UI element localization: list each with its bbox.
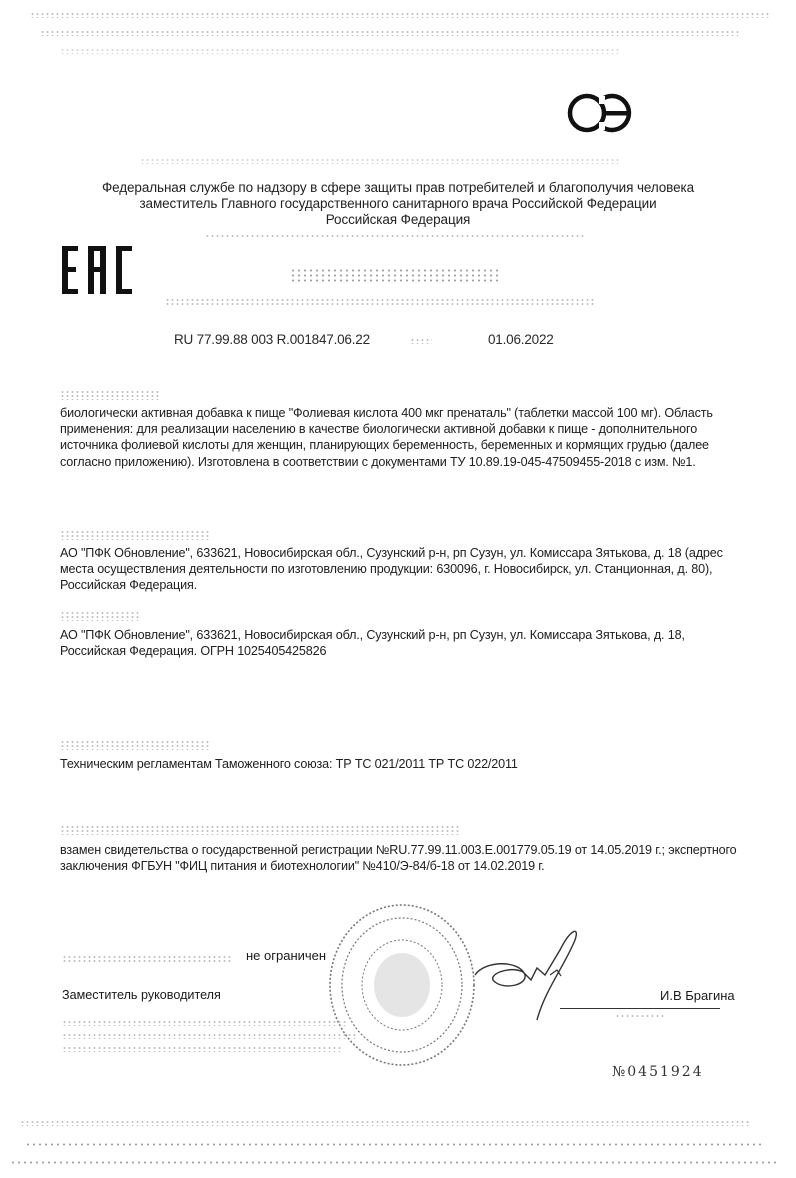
certificate-subtitle-faded [165, 298, 595, 306]
official-stamp-icon [325, 900, 480, 1070]
signature-caption-faded [615, 1014, 665, 1019]
issuer-line-1: Федеральная службе по надзору в сфере защиты прав потребителей и благополучия человека [101, 180, 695, 195]
manufacturer-details: АО "ПФК Обновление", 633621, Новосибирская обл., Сузунский р-н, рп Сузун, ул. Комиссара Зятькова, д. 18 (адрес места осуществления деятельности по изготовлению продукции: 630096, г. Новосибирск, ул. Станционная, д. 80), Российская Федерация. [60, 546, 723, 593]
validity-label-faded [62, 955, 232, 962]
footnote-line-3-faded [62, 1046, 342, 1052]
top-noise-line-3 [60, 48, 620, 54]
issuer-line-2: заместитель Главного государственного санитарного врача Российской Федерации [139, 196, 657, 211]
replaces-details: взамен свидетельства о государственной регистрации №RU.77.99.11.003.Е.001779.05.19 от 14.05.2019 г.; экспертного заключения ФГБУН "ФИЦ питания и биотехнологии" №410/Э-84/б-18 от 14.02.2019 г. [60, 843, 737, 874]
registration-from-label-faded [410, 338, 432, 344]
top-noise-line-2 [40, 30, 740, 36]
certificate-title-faded [290, 268, 500, 282]
replaces-label-faded [60, 825, 460, 835]
serial-number: №0451924 [612, 1064, 704, 1080]
recipient-details: АО "ПФК Обновление", 633621, Новосибирская обл., Сузунский р-н, рп Сузун, ул. Комиссара Зятькова, д. 18, Российская Федерация. ОГРН 1025405425826 [60, 628, 685, 659]
signatory-position: Заместитель руководителя [62, 988, 221, 1002]
bottom-noise-line-2 [25, 1142, 765, 1148]
signature-icon [465, 920, 595, 1030]
issuer-line-3: Российская Федерация [325, 212, 471, 227]
bottom-noise-line-1 [20, 1120, 750, 1126]
validity-value: не ограничен [246, 948, 327, 963]
footnote-line-1-faded [62, 1020, 347, 1026]
manufacturer-label-faded [60, 530, 210, 540]
recipient-label-faded [60, 611, 140, 621]
issuer-subnote-noise [205, 234, 585, 239]
footnote-line-2-faded [62, 1033, 357, 1039]
se-logo-icon [565, 90, 637, 136]
top-noise-line-1 [30, 12, 770, 18]
product-description: биологически активная добавка к пище "Фолиевая кислота 400 мкг пренаталь" (таблетки массой 100 мг). Область применения: для реализации населению в качестве биологически активной добавки к пище - дополнительного источника фолиевой кислоты для женщин, планирующих беременность, беременных и кормящих грудью (далее согласно приложению). Изготовлена в соответствии с документами ТУ 10.89.19-045-47509455-2018 с изм. №1. [60, 406, 713, 469]
product-label-faded [60, 390, 160, 400]
eac-logo-icon [60, 244, 138, 296]
bottom-noise-line-3 [10, 1160, 780, 1166]
signature-line [560, 1008, 720, 1009]
conformity-standards: Техническим регламентам Таможенного союза: ТР ТС 021/2011 ТР ТС 022/2011 [60, 757, 518, 771]
signatory-name: И.В Брагина [660, 988, 735, 1003]
conformity-label-faded [60, 740, 210, 750]
registration-number: RU 77.99.88 003 R.001847.06.22 [174, 332, 370, 347]
registration-date: 01.06.2022 [488, 332, 554, 347]
issuer-prefix-noise [140, 158, 620, 164]
